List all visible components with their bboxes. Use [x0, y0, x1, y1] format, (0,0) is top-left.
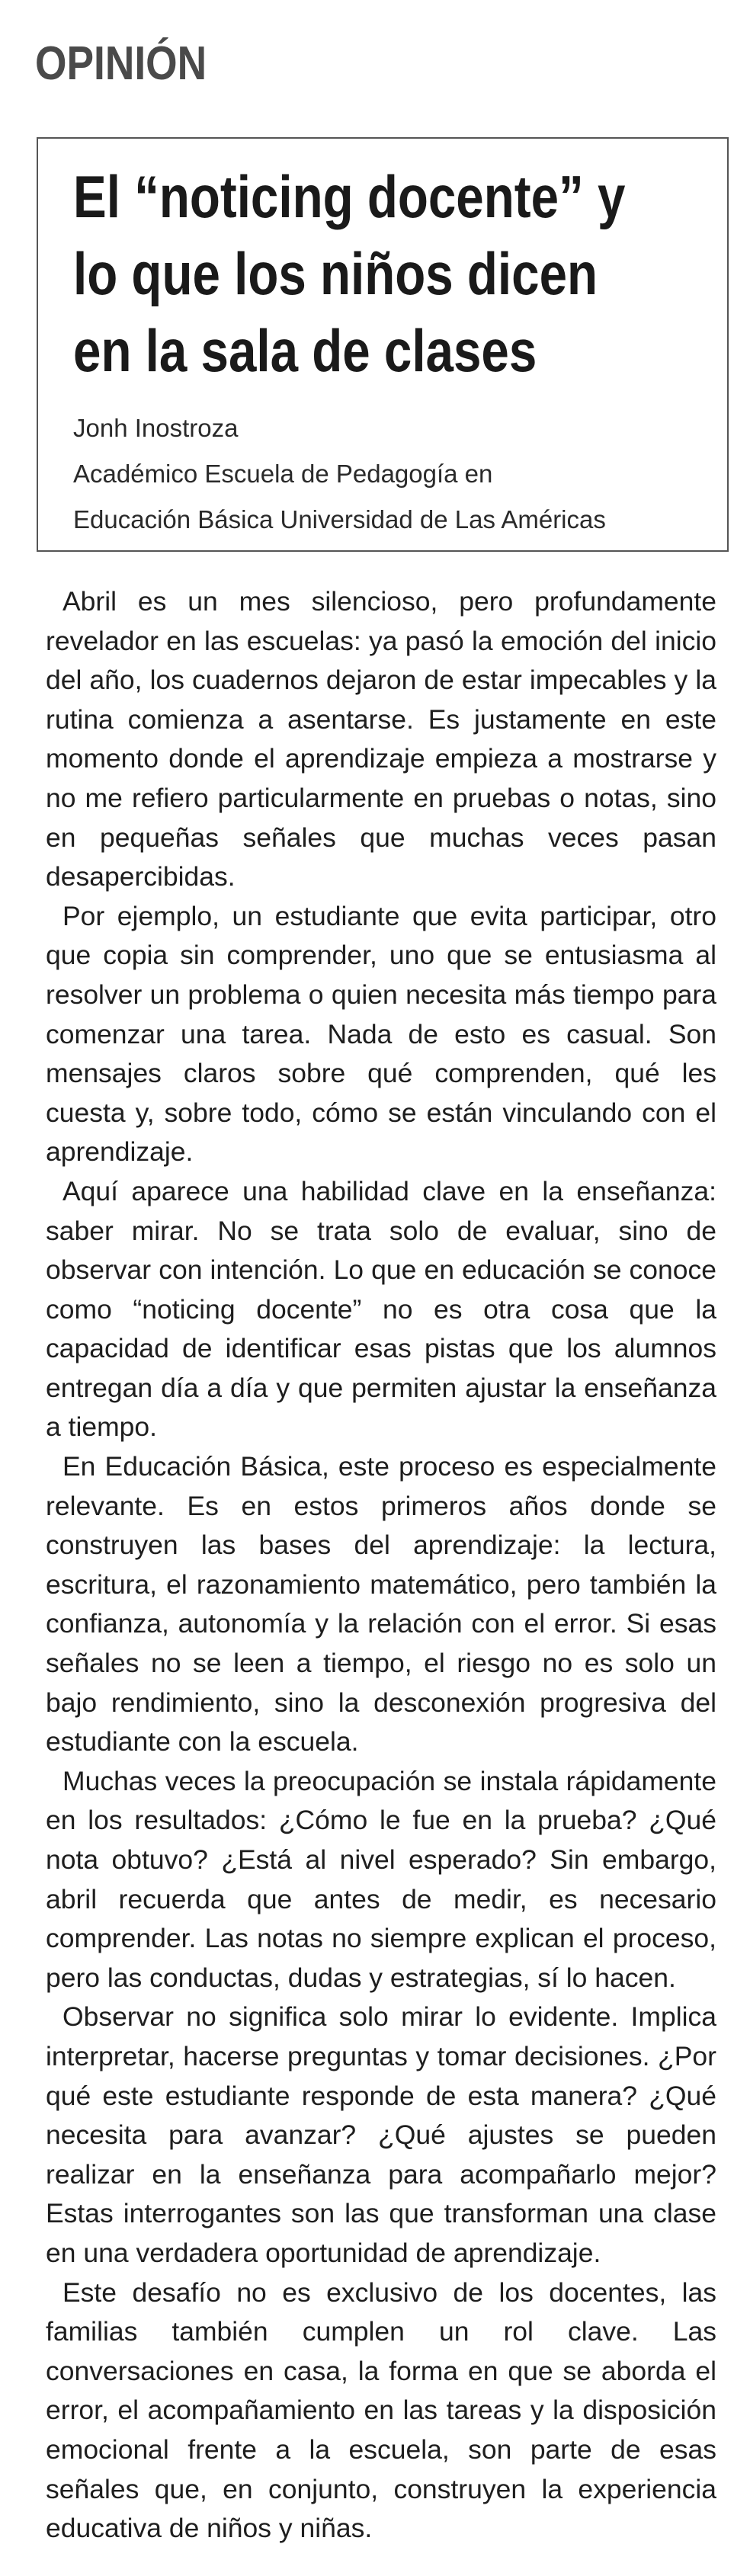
article-title — [73, 159, 713, 389]
article-title-line: El “noticing docente” y — [73, 163, 626, 230]
article-paragraph: Observar no significa solo mirar lo evidente. Implica interpretar, hacerse preguntas y tomar decisiones. ¿Por qué este estudiante responde de esta manera? ¿Qué necesita para avanzar? ¿Qué ajustes se pueden realizar en la enseñanza para acompañarlo mejor? Estas interrogantes son las que transforman una clase en una verdadera oportunidad de aprendizaje. — [46, 2001, 716, 2268]
article-paragraph: En Educación Básica, este proceso es especialmente relevante. Es en estos primeros años donde se construyen las bases del aprendizaje: la lectura, escritura, el razonamiento matemático, pero también la confianza, autonomía y la relación con el error. Si esas señales no se leen a tiempo, el riesgo no es solo un bajo rendimiento, sino la desconexión progresiva del estudiante con la escuela. — [46, 1451, 716, 1757]
article-paragraph: Aquí aparece una habilidad clave en la enseñanza: saber mirar. No se trata solo de evaluar, sino de observar con intención. Lo que en educación se conoce como “noticing docente” no es otra cosa que la capacidad de identificar esas pistas que los alumnos entregan día a día y que permiten ajustar la enseñanza a tiempo. — [46, 1175, 716, 1443]
article-title-line: lo que los niños dicen — [73, 240, 598, 307]
author-name: Jonh Inostroza — [73, 414, 239, 442]
section-label: OPINIÓN — [35, 37, 207, 90]
headline-box — [37, 137, 729, 552]
article-body — [46, 582, 716, 2549]
article-paragraph: Muchas veces la preocupación se instala rápidamente en los resultados: ¿Cómo le fue en la prueba? ¿Qué nota obtuvo? ¿Está al nivel esperado? Sin embargo, abril recuerda que antes de medir, es necesario comprender. Las notas no siempre explican el proceso, pero las conductas, dudas y estrategias, sí lo hacen. — [46, 1765, 716, 1993]
article-paragraph: Este desafío no es exclusivo de los docentes, las familias también cumplen un rol clave. Las conversaciones en casa, la forma en que se aborda el error, el acompañamiento en las tareas y la disposición emocional frente a la escuela, son parte de esas señales que, en conjunto, construyen la experiencia educativa de niños y niñas. — [46, 2276, 716, 2544]
article-paragraph: Por ejemplo, un estudiante que evita participar, otro que copia sin comprender, uno que se entusiasma al resolver un problema o quien necesita más tiempo para comenzar una tarea. Nada de esto es casual. Son mensajes claros sobre qué comprenden, qué les cuesta y, sobre todo, cómo se están vinculando con el aprendizaje. — [46, 900, 716, 1168]
article-title-line: en la sala de clases — [73, 317, 537, 384]
author-byline — [73, 405, 606, 543]
author-role: Académico Escuela de Pedagogía en — [73, 460, 493, 488]
author-affiliation: Educación Básica Universidad de Las Américas — [73, 505, 606, 533]
article-paragraph: Abril es un mes silencioso, pero profundamente revelador en las escuelas: ya pasó la emoción del inicio del año, los cuadernos dejaron de estar impecables y la rutina comienza a asentarse. Es justamente en este momento donde el aprendizaje empieza a mostrarse y no me refiero particularmente en pruebas o notas, sino en pequeñas señales que muchas veces pasan desapercibidas. — [46, 586, 716, 892]
